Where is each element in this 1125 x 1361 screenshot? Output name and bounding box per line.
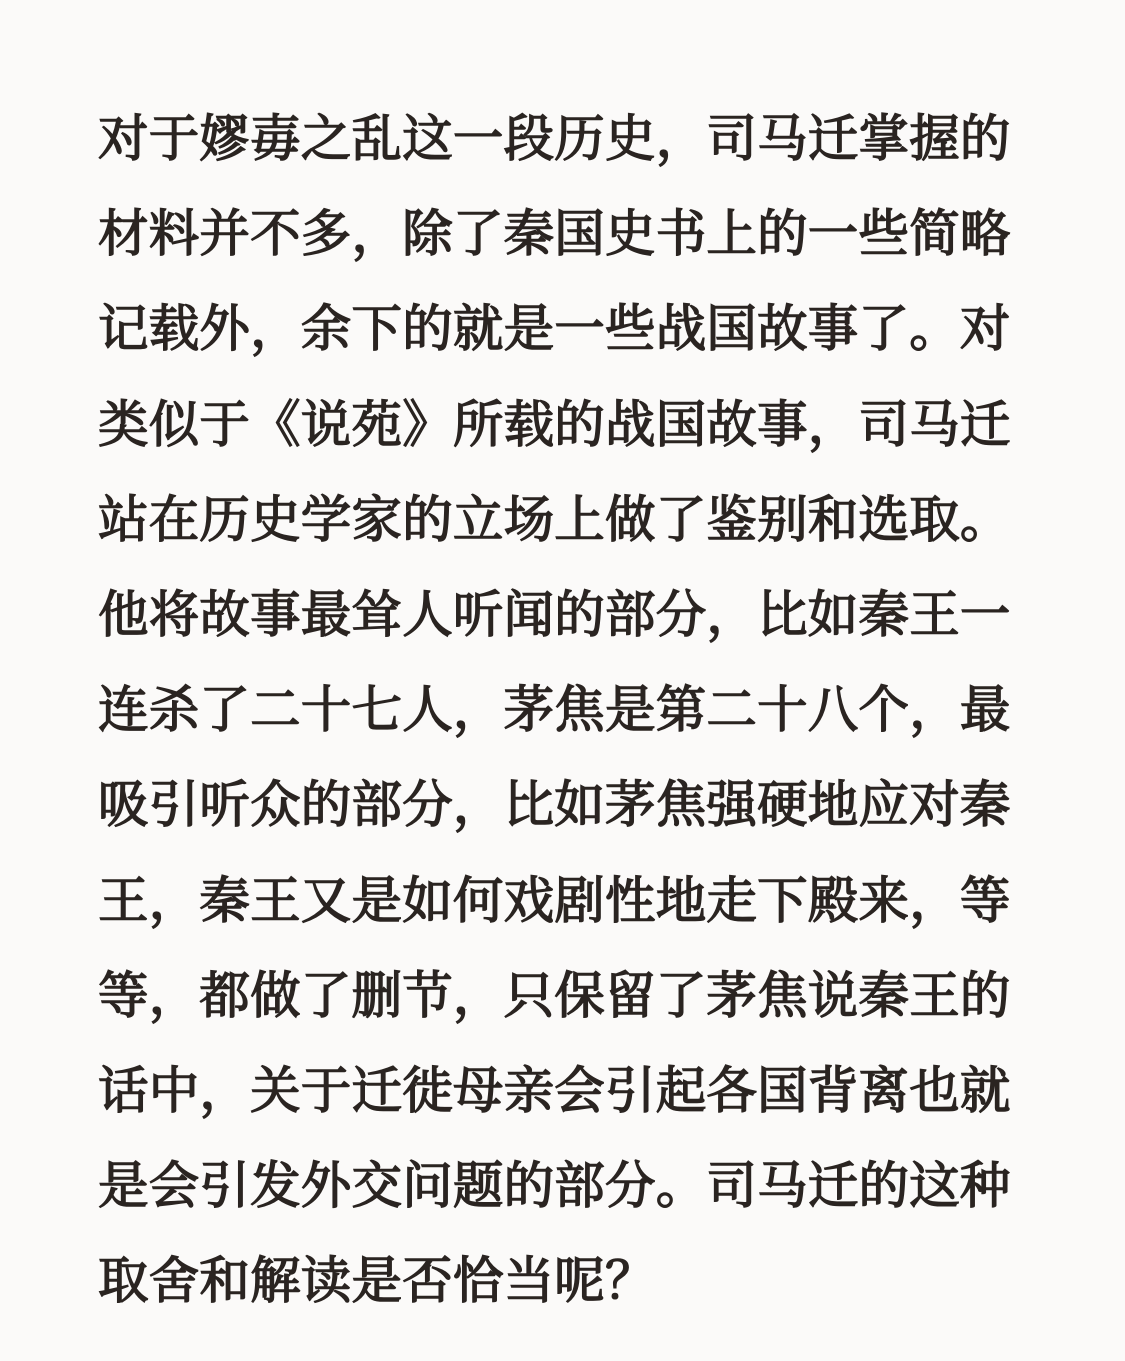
article-paragraph: 对于嫪毐之乱这一段历史，司马迁掌握的材料并不多，除了秦国史书上的一些简略记载外，余下的就是一些战国故事了。对类似于《说苑》所载的战国故事，司马迁站在历史学家的立场上做了鉴别和选取。他将故事最耸人听闻的部分，比如秦王一连杀了二十七人，茅焦是第二十八个，最吸引听众的部分，比如茅焦强硬地应对秦王，秦王又是如何戏剧性地走下殿来，等等，都做了删节，只保留了茅焦说秦王的话中，关于迁徙母亲会引起各国背离也就是会引发外交问题的部分。司马迁的这种取舍和解读是否恰当呢？	[98, 109, 1011, 1311]
